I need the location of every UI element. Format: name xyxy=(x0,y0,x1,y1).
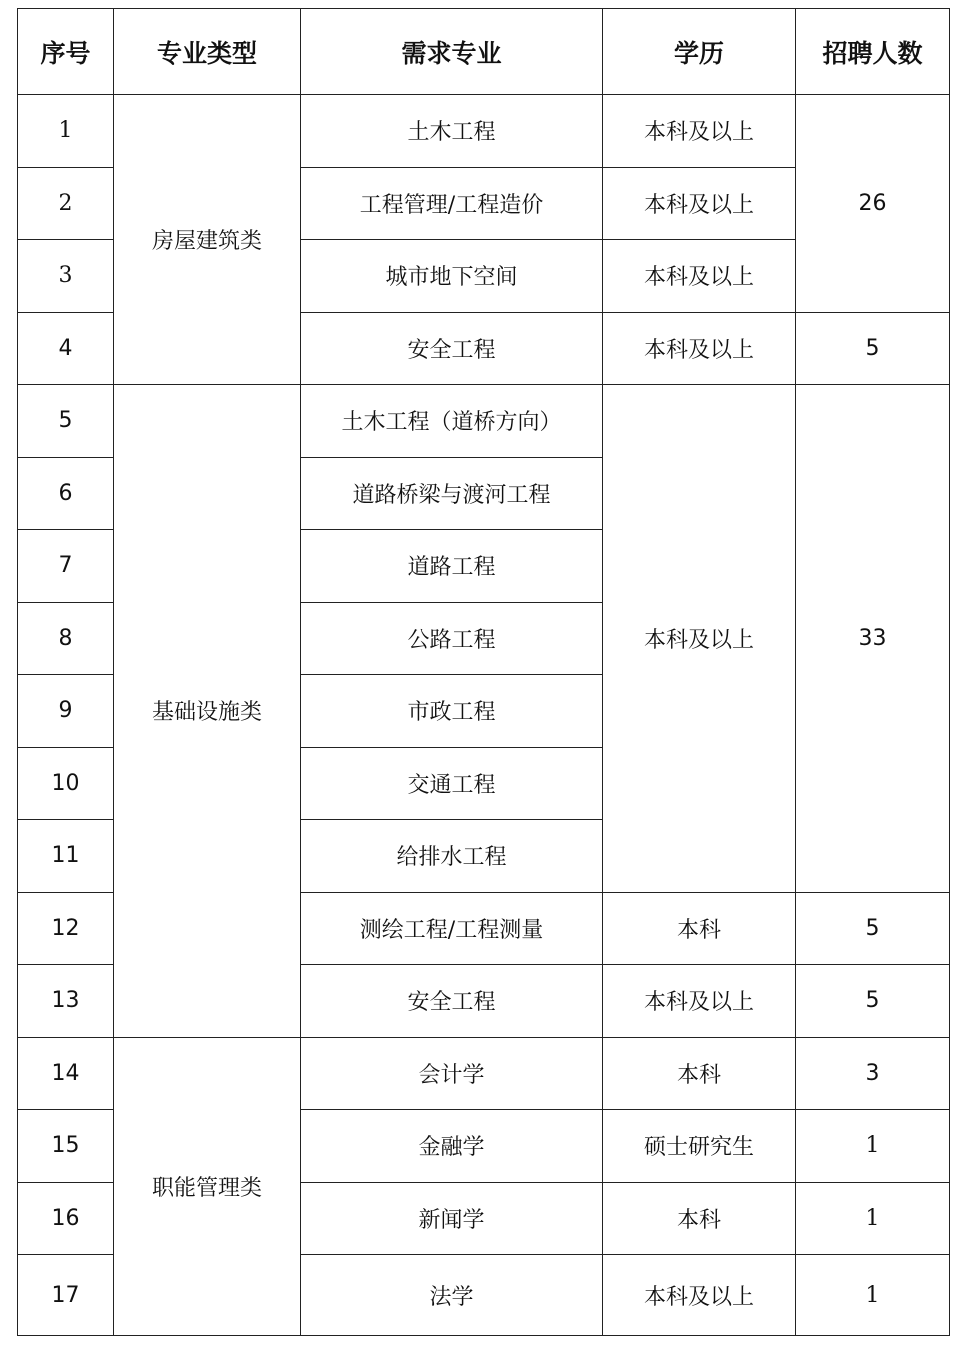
education-cell: 本科及以上 xyxy=(603,312,796,385)
count-cell: 1 xyxy=(796,1255,950,1336)
count-cell: 33 xyxy=(796,385,950,893)
count-cell: 5 xyxy=(796,892,950,965)
education-cell: 本科及以上 xyxy=(603,1255,796,1336)
table-row xyxy=(18,95,950,168)
header-count: 招聘人数 xyxy=(796,9,950,95)
major-cell: 新闻学 xyxy=(301,1182,603,1255)
major-cell: 土木工程（道桥方向） xyxy=(301,385,603,458)
category-cell: 基础设施类 xyxy=(114,385,301,1038)
row-index: 13 xyxy=(18,965,114,1038)
row-index: 17 xyxy=(18,1255,114,1336)
education-cell: 硕士研究生 xyxy=(603,1110,796,1183)
recruitment-table xyxy=(17,8,950,1336)
table-row xyxy=(18,385,950,458)
count-cell: 1 xyxy=(796,1110,950,1183)
education-cell: 本科及以上 xyxy=(603,167,796,240)
education-cell: 本科及以上 xyxy=(603,95,796,168)
row-index: 11 xyxy=(18,820,114,893)
major-cell: 市政工程 xyxy=(301,675,603,748)
row-index: 3 xyxy=(18,240,114,313)
header-index: 序号 xyxy=(18,9,114,95)
major-cell: 给排水工程 xyxy=(301,820,603,893)
major-cell: 测绘工程/工程测量 xyxy=(301,892,603,965)
education-cell: 本科及以上 xyxy=(603,240,796,313)
row-index: 9 xyxy=(18,675,114,748)
header-row xyxy=(18,9,950,95)
major-cell: 法学 xyxy=(301,1255,603,1336)
row-index: 7 xyxy=(18,530,114,603)
table-row xyxy=(18,1037,950,1110)
major-cell: 工程管理/工程造价 xyxy=(301,167,603,240)
major-cell: 道路桥梁与渡河工程 xyxy=(301,457,603,530)
row-index: 1 xyxy=(18,95,114,168)
count-cell: 5 xyxy=(796,312,950,385)
row-index: 5 xyxy=(18,385,114,458)
row-index: 15 xyxy=(18,1110,114,1183)
count-cell: 26 xyxy=(796,95,950,313)
row-index: 10 xyxy=(18,747,114,820)
count-cell: 3 xyxy=(796,1037,950,1110)
header-major: 需求专业 xyxy=(301,9,603,95)
row-index: 16 xyxy=(18,1182,114,1255)
row-index: 6 xyxy=(18,457,114,530)
major-cell: 安全工程 xyxy=(301,965,603,1038)
major-cell: 会计学 xyxy=(301,1037,603,1110)
major-cell: 公路工程 xyxy=(301,602,603,675)
education-cell: 本科 xyxy=(603,1037,796,1110)
count-cell: 5 xyxy=(796,965,950,1038)
category-cell: 职能管理类 xyxy=(114,1037,301,1336)
row-index: 2 xyxy=(18,167,114,240)
education-cell: 本科及以上 xyxy=(603,385,796,893)
major-cell: 城市地下空间 xyxy=(301,240,603,313)
category-cell: 房屋建筑类 xyxy=(114,95,301,385)
education-cell: 本科 xyxy=(603,1182,796,1255)
header-category: 专业类型 xyxy=(114,9,301,95)
header-education: 学历 xyxy=(603,9,796,95)
row-index: 12 xyxy=(18,892,114,965)
major-cell: 土木工程 xyxy=(301,95,603,168)
education-cell: 本科及以上 xyxy=(603,965,796,1038)
row-index: 14 xyxy=(18,1037,114,1110)
major-cell: 安全工程 xyxy=(301,312,603,385)
major-cell: 道路工程 xyxy=(301,530,603,603)
education-cell: 本科 xyxy=(603,892,796,965)
row-index: 4 xyxy=(18,312,114,385)
row-index: 8 xyxy=(18,602,114,675)
count-cell: 1 xyxy=(796,1182,950,1255)
major-cell: 金融学 xyxy=(301,1110,603,1183)
major-cell: 交通工程 xyxy=(301,747,603,820)
